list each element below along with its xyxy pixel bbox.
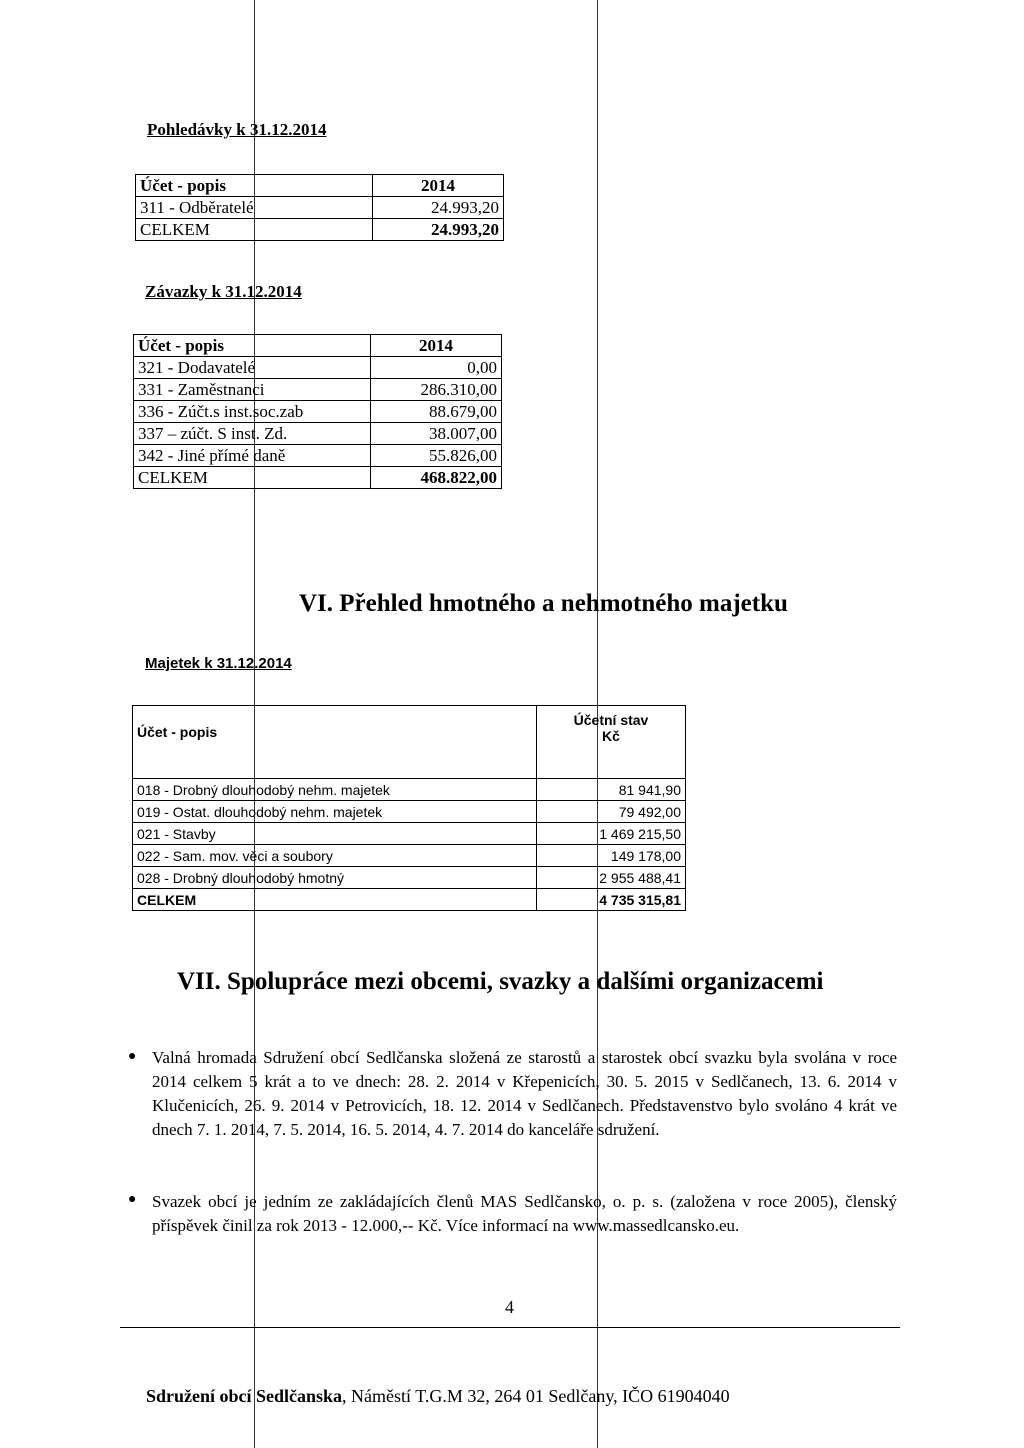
row-label: 337 – zúčt. S inst. Zd. (134, 423, 371, 445)
section-6-title: VI. Přehled hmotného a nehmotného majetku (299, 590, 788, 617)
total-label: CELKEM (136, 219, 373, 241)
col-account-header: Účet - popis (133, 706, 537, 779)
table-row (134, 423, 502, 445)
liabilities-table (133, 334, 502, 489)
table-row (134, 445, 502, 467)
total-label: CELKEM (134, 467, 371, 489)
table-row (134, 357, 502, 379)
footer-divider (120, 1327, 900, 1328)
row-value: 38.007,00 (371, 423, 502, 445)
total-label: CELKEM (133, 889, 537, 911)
table-total-row (134, 467, 502, 489)
col-value-header-line2: Kč (602, 728, 620, 744)
row-value: 81 941,90 (537, 779, 686, 801)
row-value: 2 955 488,41 (537, 867, 686, 889)
row-label: 311 - Odběratelé (136, 197, 373, 219)
table-row (133, 779, 686, 801)
paragraph-general-assembly: Valná hromada Sdružení obcí Sedlčanska složená ze starostů a starostek obcí svazku byla svolána v roce 2014 celkem 5 krát a to ve dnech: 28. 2. 2014 v Křepenicích, 30. 5. 2015 v Sedlčanech, 13. 6. 2014 v Klučenicích, 26. 9. 2014 v Petrovicích, 18. 12. 2014 v Sedlčanech. Představenstvo bylo svoláno 4 krát ve dnech 7. 1. 2014, 7. 5. 2014, 16. 5. 2014, 4. 7. 2014 do kanceláře sdružení. (152, 1048, 897, 1139)
bullet-icon: ● (128, 1192, 137, 1207)
row-value: 24.993,20 (373, 197, 504, 219)
row-value: 286.310,00 (371, 379, 502, 401)
row-value: 149 178,00 (537, 845, 686, 867)
row-value: 79 492,00 (537, 801, 686, 823)
table-header-row (136, 175, 504, 197)
table-row (133, 823, 686, 845)
row-label: 342 - Jiné přímé daně (134, 445, 371, 467)
row-value: 1 469 215,50 (537, 823, 686, 845)
receivables-heading: Pohledávky k 31.12.2014 (147, 120, 327, 139)
assets-table (132, 705, 686, 911)
total-value: 468.822,00 (371, 467, 502, 489)
table-row (133, 867, 686, 889)
footer-address: , Náměstí T.G.M 32, 264 01 Sedlčany, IČO 61904040 (342, 1386, 730, 1406)
row-value: 55.826,00 (371, 445, 502, 467)
receivables-table (135, 174, 504, 241)
col-value-header (537, 706, 686, 779)
table-row (134, 401, 502, 423)
row-label: 336 - Zúčt.s inst.soc.zab (134, 401, 371, 423)
table-header-row (133, 706, 686, 779)
table-total-row (136, 219, 504, 241)
total-value: 24.993,20 (373, 219, 504, 241)
table-row (134, 379, 502, 401)
row-value: 0,00 (371, 357, 502, 379)
table-row (136, 197, 504, 219)
col-year-header: 2014 (373, 175, 504, 197)
table-row (133, 801, 686, 823)
assets-heading: Majetek k 31.12.2014 (145, 655, 292, 672)
row-label: 321 - Dodavatelé (134, 357, 371, 379)
row-label: 331 - Zaměstnanci (134, 379, 371, 401)
row-label: 021 - Stavby (133, 823, 537, 845)
paragraph-mas-membership: Svazek obcí je jedním ze zakládajících členů MAS Sedlčansko, o. p. s. (založena v roce 2005), členský příspěvek činil za rok 2013 - 12.000,-- Kč. Více informací na www.massedlcansko.eu. (152, 1192, 897, 1235)
section-7-title: VII. Spolupráce mezi obcemi, svazky a dalšími organizacemi (177, 968, 824, 995)
total-value: 4 735 315,81 (537, 889, 686, 911)
row-label: 019 - Ostat. dlouhodobý nehm. majetek (133, 801, 537, 823)
row-label: 018 - Drobný dlouhodobý nehm. majetek (133, 779, 537, 801)
footer-text (146, 1386, 730, 1407)
row-label: 028 - Drobný dlouhodobý hmotný (133, 867, 537, 889)
col-year-header: 2014 (371, 335, 502, 357)
footer-org-name: Sdružení obcí Sedlčanska (146, 1386, 343, 1406)
row-label: 022 - Sam. mov. věci a soubory (133, 845, 537, 867)
page-number: 4 (505, 1297, 514, 1317)
liabilities-heading: Závazky k 31.12.2014 (145, 282, 302, 301)
bullet-icon: ● (128, 1049, 137, 1064)
row-value: 88.679,00 (371, 401, 502, 423)
table-row (133, 845, 686, 867)
table-header-row (134, 335, 502, 357)
col-account-header: Účet - popis (134, 335, 371, 357)
col-account-header: Účet - popis (136, 175, 373, 197)
table-total-row (133, 889, 686, 911)
col-value-header-line1: Účetní stav (573, 712, 649, 728)
